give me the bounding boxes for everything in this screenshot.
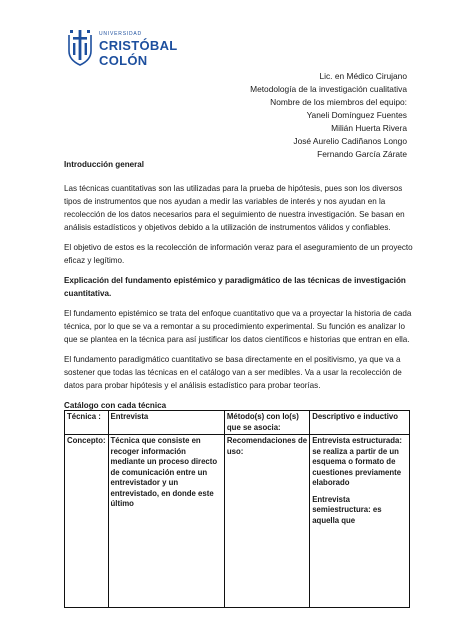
crest-icon [66, 27, 94, 67]
cell-paragraph: Entrevista estructurada: se realiza a partir de un esquema o formato de cuestiones previamente elaborado [312, 436, 402, 487]
section-heading: Catálogo con cada técnica [64, 401, 167, 410]
section-heading: Explicación del fundamento epistémico y paradigmático de las técnicas de investigación cuantitativa. [64, 276, 406, 298]
university-logo [66, 27, 186, 71]
team-label: Nombre de los miembros del equipo: [270, 97, 407, 107]
section-heading: Introducción general [64, 160, 145, 169]
table-row [65, 435, 410, 608]
paragraph: Las técnicas cuantitativas son las utilizadas para la prueba de hipótesis, pues son los diversos tipos de instrumentos que nos ayudan a medir las variables de interés y nos ayudan en la recolección de los datos necesarios para el seguimiento de nuestra investigación. Se basan en análisis estadísticos y objetivos debido a la utilización de instrumentos válidos y confiables. [64, 184, 405, 232]
degree-line: Lic. en Médico Cirujano [319, 71, 407, 81]
logo-line-3: COLÓN [99, 53, 148, 68]
table-cell: Técnica que consiste en recoger información mediante un proceso directo de comunicación entre un entrevistador y un entrevistado, en donde este último [108, 435, 224, 608]
team-member: Milián Huerta Rivera [331, 123, 407, 133]
technique-catalog-table [64, 410, 410, 608]
table-cell: Método(s) con lo(s) que se asocia: [224, 411, 309, 435]
header-info [250, 70, 407, 161]
team-member: Fernando García Zárate [317, 149, 407, 159]
logo-line-2: CRISTÓBAL [99, 38, 178, 53]
table-cell [310, 435, 410, 608]
table-cell: Descriptivo e inductivo [310, 411, 410, 435]
table-cell: Entrevista [108, 411, 224, 435]
table-cell: Concepto: [65, 435, 109, 608]
course-line: Metodología de la investigación cualitativa [250, 84, 407, 94]
table-row [65, 411, 410, 435]
table-cell: Recomendaciones de uso: [224, 435, 309, 608]
paragraph: El fundamento epistémico se trata del enfoque cuantitativo que va a proyectar la historia de cada técnica, por lo que se va a remontar a su procedimiento experimental. Su función es analizar lo que se plantea en la técnica para así justificar los datos científicos e historias que entran en ella. [64, 309, 412, 344]
team-member: José Aurelio Cadiñanos Longo [293, 136, 407, 146]
paragraph: El objetivo de estos es la recolección de información veraz para el aseguramiento de un proyecto eficaz y legítimo. [64, 243, 413, 265]
table-cell: Técnica : [65, 411, 109, 435]
logo-line-1: UNIVERSIDAD [99, 31, 142, 37]
team-member: Yaneli Domínguez Fuentes [306, 110, 407, 120]
paragraph: El fundamento paradigmático cuantitativo se basa directamente en el positivismo, ya que va a sostener que todas las técnicas en el catálogo van a ser medibles. Va a usar la recolección de datos para probar hipótesis y el análisis estadístico para probar teorías. [64, 355, 402, 390]
cell-paragraph: Entrevista semiestructura: es aquella que [312, 494, 382, 525]
document-body [64, 158, 414, 419]
